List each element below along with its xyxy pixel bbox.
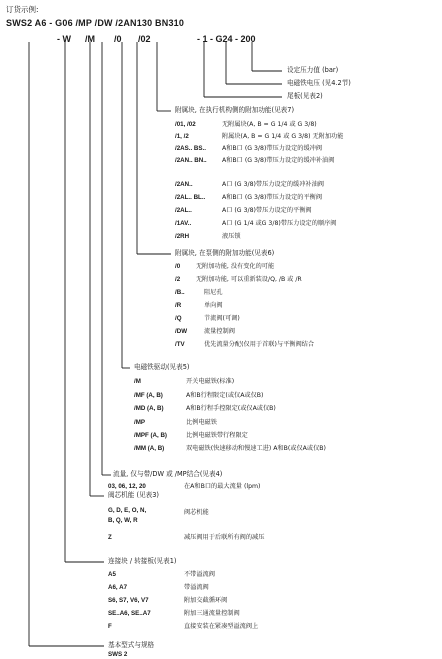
code-row: /2AN.. BN.. — [175, 157, 207, 164]
desc-row: 单向阀 — [204, 302, 223, 309]
desc-row: 流量控制阀 — [204, 328, 235, 335]
code-row: /MP — [134, 419, 146, 426]
desc-row: 附加交截循环阀 — [184, 597, 228, 604]
label-voltage: 电磁铁电压 (见4.2节) — [287, 79, 351, 87]
code-02: /02 — [138, 34, 151, 44]
desc-row: 无附属块(A, B = G 1/4 或 G 3/8) — [222, 121, 317, 128]
spool-desc-a: 阀芯机能 — [184, 509, 209, 516]
code-row: /MPF (A, B) — [134, 432, 167, 439]
desc-row: A和B口 (G 3/8)带压力设定的缓冲阀 — [222, 145, 323, 152]
example-code: SWS2 A6 - G06 /MP /DW /2AN130 BN310 — [6, 18, 185, 28]
code-row: /1AV.. — [175, 220, 192, 227]
code-row: /2AL.. BL.. — [175, 194, 206, 201]
desc-row: A和B行程限定(或仅A或仅B) — [186, 392, 264, 399]
code-row: /2AL.. — [175, 207, 192, 214]
code-row: /2RH — [175, 233, 190, 240]
flow-code: 03, 06, 12, 20 — [108, 483, 146, 490]
spool-code-b: B, Q, W, R — [108, 517, 138, 524]
code-row: /R — [175, 302, 182, 309]
code-m: /M — [85, 34, 95, 44]
code-row: /Q — [175, 315, 182, 322]
desc-row: A口 (G 1/4 或G 3/8)带压力设定的顺序阀 — [222, 220, 337, 227]
code-row: A5 — [108, 571, 116, 578]
code-row: /DW — [175, 328, 188, 335]
code-row: /0 — [175, 263, 181, 270]
example-caption: 订货示例: — [6, 5, 39, 14]
desc-row: A和B口 (G 3/8)带压力设定的平衡阀 — [222, 194, 323, 201]
spool-code-a: G, D, E, O, N, — [108, 507, 147, 514]
code-row: F — [108, 623, 112, 630]
desc-row: 阻尼孔 — [204, 289, 223, 296]
desc-row: 直接安装在紧凑型溢流阀上 — [184, 623, 259, 630]
code-row: /B.. — [175, 289, 185, 296]
heading-spool: 阀芯机能 (见表3) — [108, 491, 159, 499]
desc-row: 比例电磁铁 — [186, 419, 217, 426]
basic-code: SWS 2 — [108, 651, 128, 658]
desc-row: A口 (G 3/8)带压力设定的平衡阀 — [222, 207, 312, 214]
code-row: /TV — [175, 341, 185, 348]
desc-row: 液压锁 — [222, 233, 241, 240]
flow-desc: 在A和B口的最大流量 (lpm) — [184, 483, 261, 490]
code-row: /M — [134, 378, 141, 385]
desc-row: A和B行程手控限定(或仅A或仅B) — [186, 405, 276, 412]
heading-solenoid: 电磁铁驱动(见表5) — [134, 363, 190, 371]
desc-row: 双电磁铁(快速移动和慢速工进) A和B(或仅A或仅B) — [186, 445, 326, 452]
desc-row: 附属块(A, B = G 1/4 或 G 3/8) 无附加功能 — [222, 133, 344, 140]
code-w: - W — [57, 34, 71, 44]
code-row: /2AN.. — [175, 181, 193, 188]
spool-code-z: Z — [108, 534, 112, 541]
spool-desc-z: 减压阀用于后联所有阀的减压 — [184, 534, 265, 541]
desc-row: 无附加功能, 可以重新装设/Q, /B 或 /R — [196, 276, 302, 283]
heading-pump-aux: 附属块, 在泵侧的附加功能(见表6) — [175, 249, 275, 257]
code-row: SE..A6, SE..A7 — [108, 610, 151, 617]
code-row: /2AS.. BS.. — [175, 145, 206, 152]
code-row: /1, /2 — [175, 133, 189, 140]
code-row: /MM (A, B) — [134, 445, 165, 452]
desc-row: 比例电磁铁带行程限定 — [186, 432, 248, 439]
heading-basic: 基本型式与规格 — [108, 641, 155, 649]
desc-row: 带溢流阀 — [184, 584, 209, 591]
desc-row: 无附加功能, 没有变化的可能 — [196, 263, 275, 270]
code-row: A6, A7 — [108, 584, 128, 591]
label-pressure: 设定压力值 (bar) — [287, 66, 339, 74]
desc-row: A和B口 (G 3/8)带压力设定的缓冲补油阀 — [222, 157, 335, 164]
code-tail: - 1 - G24 - 200 — [197, 34, 256, 44]
desc-row: 附加三通流量控制阀 — [184, 610, 240, 617]
heading-actuator-aux: 附属块, 在执行机构侧的附加功能(见表7) — [175, 106, 295, 114]
code-row: /2 — [175, 276, 181, 283]
desc-row: 优先流量分配(仅用于首联)与平衡阀结合 — [204, 341, 315, 348]
desc-row: 不带溢流阀 — [184, 571, 215, 578]
heading-connect: 连接块 / 转接板(见表1) — [108, 557, 177, 565]
code-row: /MD (A, B) — [134, 405, 164, 412]
code-row: /MF (A, B) — [134, 392, 163, 399]
code-0: /0 — [114, 34, 122, 44]
code-row: /01, /02 — [175, 121, 196, 128]
heading-flow: 流量, 仅与带/DW 或 /MP结合(见表4) — [113, 470, 223, 478]
code-row: S6, S7, V6, V7 — [108, 597, 149, 604]
label-tail-plate: 尾板(见表2) — [287, 92, 323, 100]
desc-row: 开关电磁铁(标准) — [186, 378, 235, 385]
desc-row: 节流阀(可调) — [204, 315, 240, 322]
desc-row: A口 (G 3/8)带压力设定的缓冲补油阀 — [222, 181, 324, 188]
